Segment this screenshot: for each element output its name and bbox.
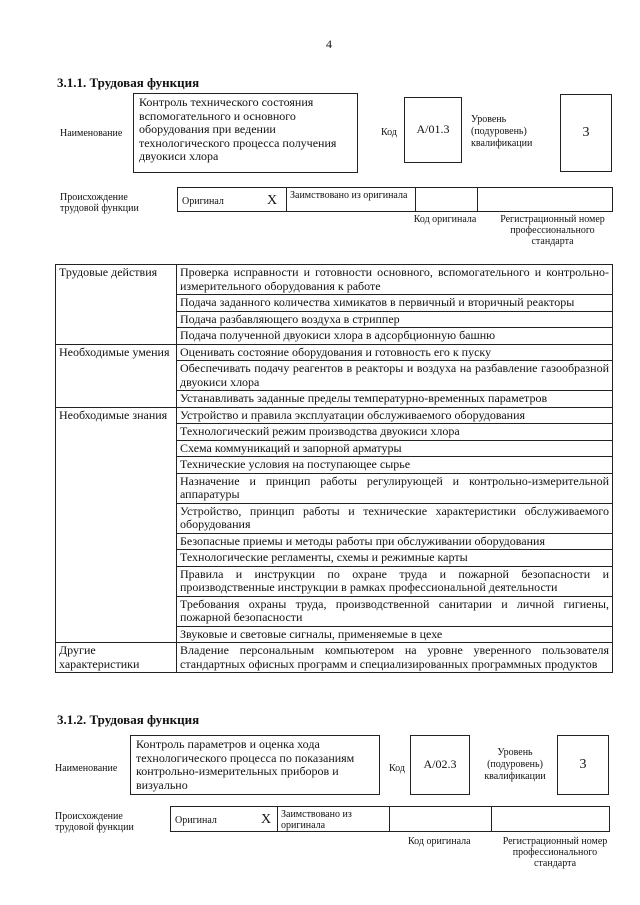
row-text: Требования охраны труда, производственной санитарии и личной гигиены, пожарной безопасности: [177, 596, 613, 626]
original-label-1: Оригинал: [182, 196, 224, 207]
table-row: [56, 265, 613, 295]
code-label-2: Код: [389, 763, 405, 774]
original-mark-2: X: [261, 812, 272, 827]
borrowed-label-2: Заимствовано из оригинала: [281, 809, 352, 831]
level-label-1: Уровень (подуровень) квалификации: [471, 114, 533, 149]
row-text: Устройство, принцип работы и технические характеристики обслуживаемого оборудования: [177, 503, 613, 533]
row-text: Звуковые и световые сигналы, применяемые в цехе: [177, 626, 613, 643]
code-original-caption-2: Код оригинала: [408, 836, 471, 847]
row-text: Обеспечивать подачу реагентов в реакторы и воздуха на разбавление газообразной двуокиси хлора: [177, 361, 613, 391]
level-value-1: 3: [560, 94, 612, 172]
divider: [491, 807, 492, 831]
divider: [286, 188, 287, 211]
divider: [277, 807, 278, 831]
code-value-1: A/01.3: [404, 97, 462, 163]
page-number: 4: [326, 37, 332, 51]
divider: [415, 188, 416, 211]
reg-number-caption-1: Регистрационный номер профессионального стандарта: [500, 214, 605, 247]
row-text: Безопасные приемы и методы работы при обслуживании оборудования: [177, 533, 613, 550]
group-label: Трудовые действия: [56, 265, 177, 345]
code-original-caption-1: Код оригинала: [413, 214, 477, 225]
table-row: [56, 643, 613, 673]
row-text: Подача заданного количества химикатов в первичный и вторичный реакторы: [177, 295, 613, 312]
group-label: Другие характеристики: [56, 643, 177, 673]
origin-label-2: Происхождение трудовой функции: [55, 811, 134, 833]
row-text: Подача полученной двуокиси хлора в адсорбционную башню: [177, 328, 613, 345]
name-label-2: Наименование: [55, 763, 118, 774]
row-text: Схема коммуникаций и запорной арматуры: [177, 440, 613, 457]
original-mark-1: X: [267, 193, 278, 208]
row-text: Устанавливать заданные пределы температурно-временных параметров: [177, 391, 613, 408]
divider: [477, 188, 478, 211]
section-heading-2: 3.1.2. Трудовая функция: [57, 712, 200, 727]
row-text: Назначение и принцип работы регулирующей и контрольно-измерительной аппаратуры: [177, 473, 613, 503]
row-text: Устройство и правила эксплуатации обслуживаемого оборудования: [177, 407, 613, 424]
group-label: Необходимые знания: [56, 407, 177, 643]
row-text: Технологический режим производства двуокиси хлора: [177, 424, 613, 441]
divider: [389, 807, 390, 831]
table-row: [56, 407, 613, 424]
row-text: Владение персональным компьютером на уровне уверенного пользователя стандартных офисных программ и специализированных программных продуктов: [177, 643, 613, 673]
row-text: Технологические регламенты, схемы и режимные карты: [177, 550, 613, 567]
origin-label-1: Происхождение трудовой функции: [60, 192, 139, 214]
row-text: Оценивать состояние оборудования и готовность его к пуску: [177, 344, 613, 361]
code-label-1: Код: [381, 127, 397, 138]
name-label-1: Наименование: [60, 128, 123, 139]
borrowed-label-1: Заимствовано из оригинала: [290, 190, 408, 201]
reg-number-caption-2: Регистрационный номер профессионального стандарта: [502, 836, 608, 869]
section-heading-1: 3.1.1. Трудовая функция: [57, 75, 200, 90]
name-value-1: Контроль технического состояния вспомогательного и основного оборудования при ведении технологического процесса получения двуокиси хлора: [133, 93, 358, 173]
row-text: Подача разбавляющего воздуха в стриппер: [177, 311, 613, 328]
table-row: [56, 344, 613, 361]
labor-function-table: [55, 264, 613, 673]
level-value-2: 3: [557, 735, 609, 795]
group-label: Необходимые умения: [56, 344, 177, 407]
original-label-2: Оригинал: [175, 815, 217, 826]
level-label-2: Уровень (подуровень) квалификации: [484, 747, 546, 782]
code-value-2: A/02.3: [410, 735, 470, 795]
origin-row-2: [170, 806, 610, 832]
row-text: Проверка исправности и готовности основного, вспомогательного и контрольно-измерительного оборудования к работе: [177, 265, 613, 295]
name-value-2: Контроль параметров и оценка хода технологического процесса по показаниям контрольно-измерительных приборов и визуально: [130, 735, 380, 795]
row-text: Правила и инструкции по охране труда и пожарной безопасности и производственные инструкции в рамках профессиональной деятельности: [177, 566, 613, 596]
origin-row-1: [177, 187, 613, 212]
row-text: Технические условия на поступающее сырье: [177, 457, 613, 474]
